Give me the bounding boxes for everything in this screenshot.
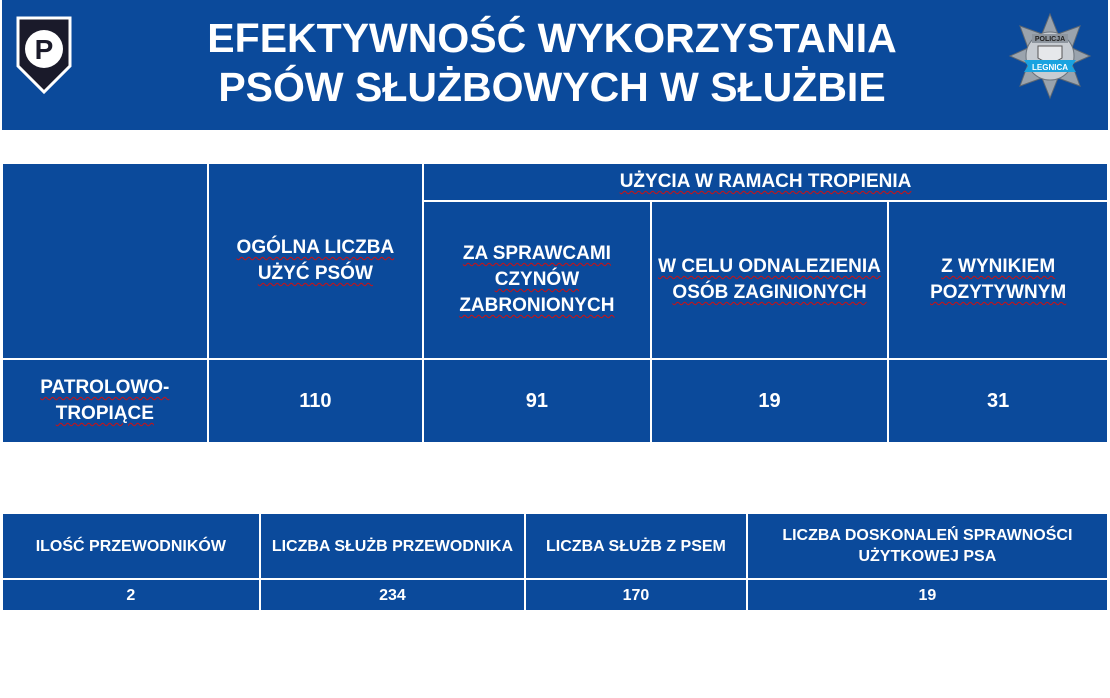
police-p-badge-icon bbox=[14, 14, 74, 96]
emblem-top-text: POLICJA bbox=[1034, 36, 1066, 43]
value-services-with-dog: 170 bbox=[525, 579, 747, 611]
header-handler-count: ILOŚĆ PRZEWODNIKÓW bbox=[2, 513, 260, 579]
title-line-2: PSÓW SŁUŻBOWYCH W SŁUŻBIE bbox=[218, 64, 886, 110]
tracking-usage-table bbox=[1, 162, 1109, 444]
badge-left-letter: P bbox=[34, 34, 54, 65]
header-services-with-dog: LICZBA SŁUŻB Z PSEM bbox=[525, 513, 747, 579]
handlers-service-table bbox=[1, 512, 1109, 612]
value-handler-count: 2 bbox=[2, 579, 260, 611]
emblem-bottom-text: LEGNICA bbox=[1032, 63, 1068, 72]
value-total-uses: 110 bbox=[208, 359, 423, 443]
header-missing-persons: W CELU ODNALEZIENIA OSÓB ZAGINIONYCH bbox=[651, 201, 889, 359]
title-line-1: EFEKTYWNOŚĆ WYKORZYSTANIA bbox=[207, 15, 897, 61]
header-dog-training-count: LICZBA DOSKONALEŃ SPRAWNOŚCI UŻYTKOWEJ PSA bbox=[747, 513, 1108, 579]
header-suspects: ZA SPRAWCAMI CZYNÓW ZABRONIONYCH bbox=[423, 201, 651, 359]
empty-corner-cell bbox=[2, 163, 208, 359]
header-total-uses: OGÓLNA LICZBA UŻYĆ PSÓW bbox=[208, 163, 423, 359]
value-dog-training-count: 19 bbox=[747, 579, 1108, 611]
value-suspects: 91 bbox=[423, 359, 651, 443]
header-banner bbox=[2, 0, 1108, 130]
page-title bbox=[152, 14, 952, 112]
value-handler-services: 234 bbox=[260, 579, 526, 611]
value-positive-result: 31 bbox=[888, 359, 1108, 443]
header-handler-services: LICZBA SŁUŻB PRZEWODNIKA bbox=[260, 513, 526, 579]
header-tracking-group: UŻYCIA W RAMACH TROPIENIA bbox=[423, 163, 1108, 201]
value-missing-persons: 19 bbox=[651, 359, 889, 443]
header-positive-result: Z WYNIKIEM POZYTYWNYM bbox=[888, 201, 1108, 359]
police-star-emblem-icon bbox=[1008, 12, 1092, 100]
row-label-patrol-tracking: PATROLOWO-TROPIĄCE bbox=[2, 359, 208, 443]
